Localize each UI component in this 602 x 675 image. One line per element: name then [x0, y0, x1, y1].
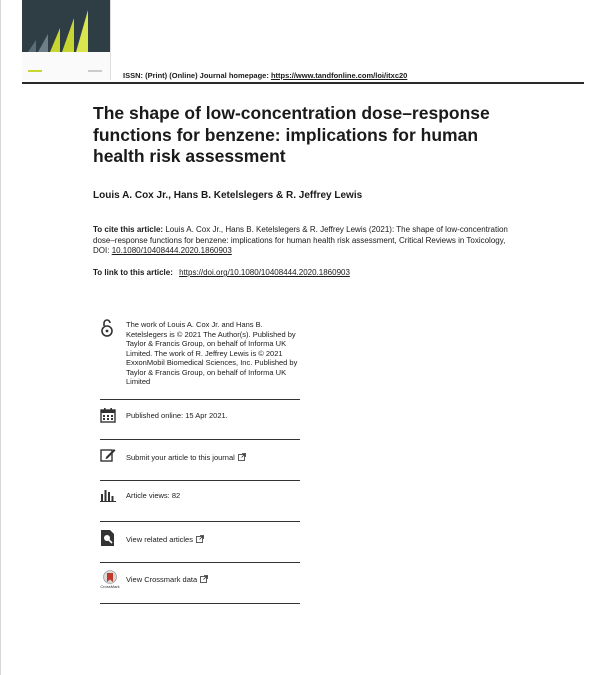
calendar-icon — [100, 407, 116, 423]
info-divider — [100, 439, 300, 440]
open-access-statement: The work of Louis A. Cox Jr. and Hans B. Ketelslegers is © 2021 The Author(s). Published by Taylor & Francis Group, on behalf of Informa UK Limited. The work of R. Jeffrey Lewis is © 2021 ExxonMobil Biomedical Sciences, Inc. Published by Taylor & Francis Group, on behalf of Informa UK Limited — [126, 320, 298, 386]
info-divider — [100, 562, 300, 563]
page-left-border — [0, 0, 1, 675]
crossmark-icon — [102, 570, 118, 584]
cite-text: Louis A. Cox Jr., Hans B. Ketelslegers & R. Jeffrey Lewis (2021): The shape of low-concentration dose–response functions for benzene: implications for human health risk assessment, Critical Reviews in Toxicology, DOI: — [93, 225, 508, 255]
external-link-icon — [200, 575, 208, 583]
info-divider — [100, 480, 300, 481]
info-divider — [100, 603, 300, 604]
article-authors: Louis A. Cox Jr., Hans B. Ketelslegers & R. Jeffrey Lewis — [93, 190, 363, 201]
citation-block — [93, 225, 513, 257]
article-link-line — [93, 268, 350, 277]
cite-label: To cite this article: — [93, 225, 164, 234]
link-label: To link to this article: — [93, 268, 173, 277]
external-link-icon — [196, 535, 204, 543]
article-doi-link[interactable]: https://doi.org/10.1080/10408444.2020.1860903 — [179, 268, 350, 277]
external-link-icon — [238, 453, 246, 461]
journal-homepage-link[interactable]: https://www.tandfonline.com/loi/itxc20 — [270, 71, 408, 80]
article-views-count: Article views: 82 — [126, 491, 181, 500]
crossmark-logo-text: CrossMark — [100, 584, 120, 589]
crossmark-link[interactable]: View Crossmark data — [126, 575, 198, 584]
bar-chart-icon — [100, 488, 116, 502]
journal-issn-line — [123, 71, 407, 80]
info-divider — [100, 521, 300, 522]
issn-label: ISSN: (Print) (Online) Journal homepage: — [123, 71, 269, 80]
article-title: The shape of low-concentration dose–response functions for benzene: implications for human health risk assessment — [93, 103, 490, 166]
related-articles-link[interactable]: View related articles — [126, 535, 193, 544]
published-date: Published online: 15 Apr 2021. — [126, 411, 228, 420]
related-search-icon — [100, 529, 116, 547]
info-divider — [100, 399, 300, 400]
journal-cover-thumbnail[interactable] — [22, 0, 111, 80]
edit-icon — [100, 447, 116, 463]
submit-article-link[interactable]: Submit your article to this journal — [126, 453, 235, 462]
open-access-icon — [100, 318, 114, 338]
header-divider — [22, 82, 584, 84]
cite-doi-link[interactable]: 10.1080/10408444.2020.1860903 — [111, 246, 232, 255]
crossmark-logo — [100, 570, 120, 589]
